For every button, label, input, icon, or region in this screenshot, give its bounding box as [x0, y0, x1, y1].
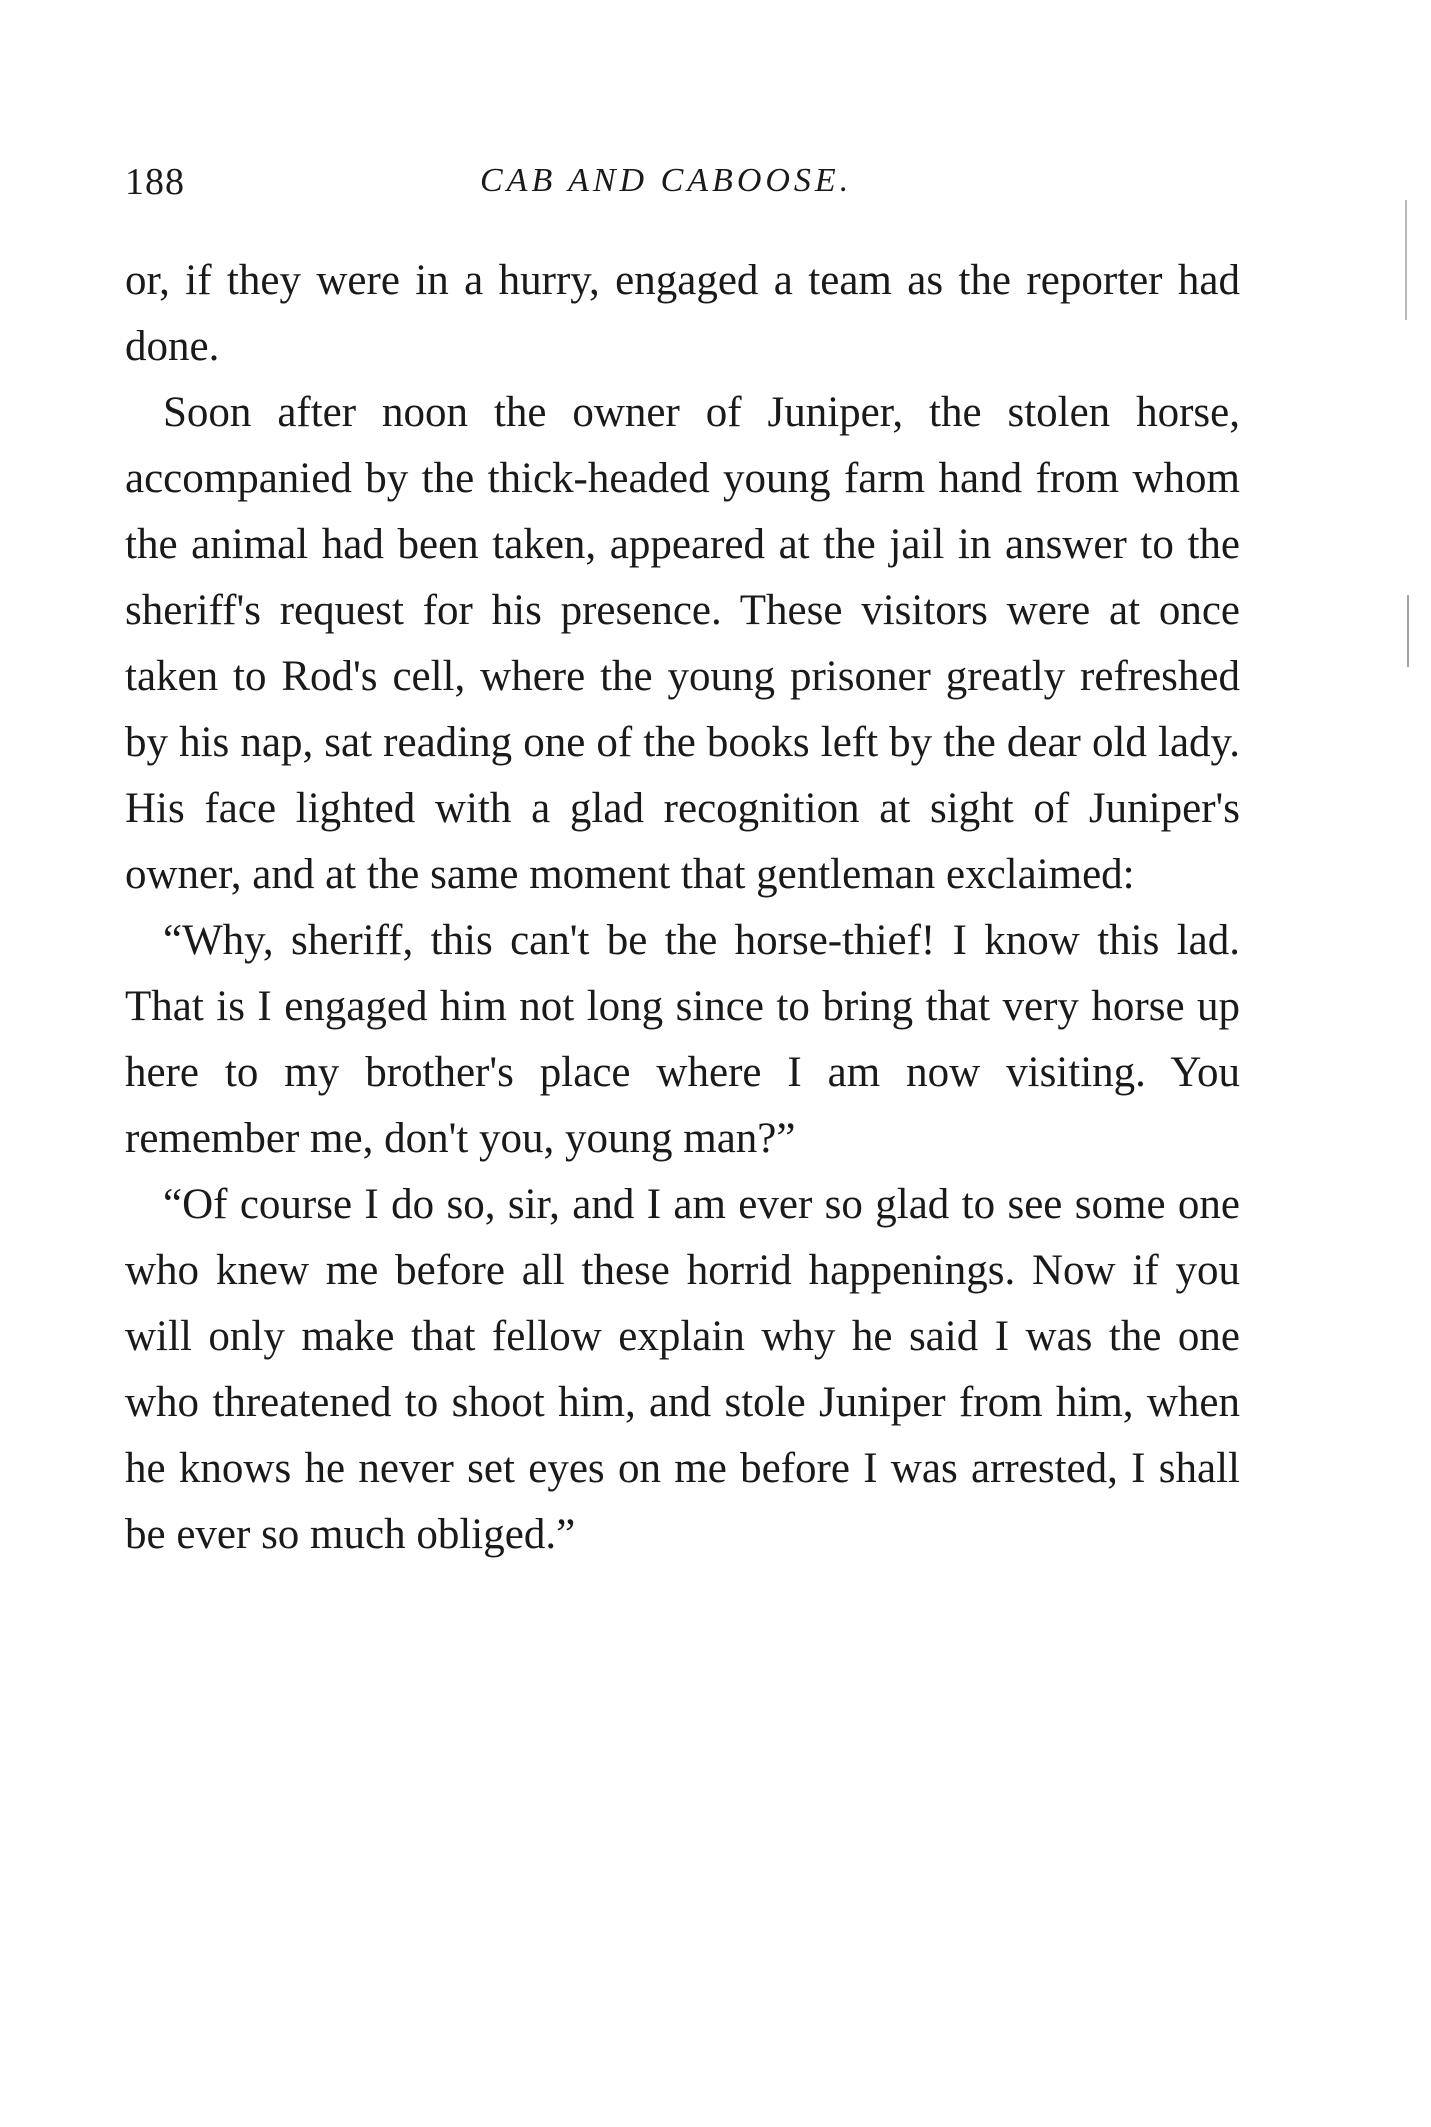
paragraph: Soon after noon the owner of Juniper, the stolen horse, accompanied by the thick-headed young farm hand from whom the animal had been taken, appeared at the jail in answer to the sheriff's request for his presence. These visitors were at once taken to Rod's cell, where the young prisoner greatly refreshed by his nap, sat reading one of the books left by the dear old lady. His face lighted with a glad recognition at sight of Juniper's owner, and at the same moment that gentleman exclaimed:	[125, 389, 1240, 898]
body-text	[125, 248, 1240, 1568]
paragraph: “Why, sheriff, this can't be the horse-thief! I know this lad. That is I engaged him not long since to bring that very horse up here to my brother's place where I am now visiting. You remember me, don't you, young man?”	[125, 917, 1240, 1162]
scan-mark	[1405, 200, 1407, 320]
page-number: 188	[125, 161, 185, 203]
paragraph-continuation: or, if they were in a hurry, engaged a team as the reporter had done.	[125, 257, 1240, 370]
paragraph: “Of course I do so, sir, and I am ever so glad to see some one who knew me before all these horrid happenings. Now if you will only make that fellow explain why he said I was the one who threatened to shoot him, and stole Juniper from him, when he knows he never set eyes on me before I was arrested, I shall be ever so much obliged.”	[125, 1181, 1240, 1558]
running-title: CAB AND CABOOSE.	[480, 162, 853, 199]
scan-mark	[1407, 595, 1409, 667]
running-header	[125, 160, 1240, 220]
